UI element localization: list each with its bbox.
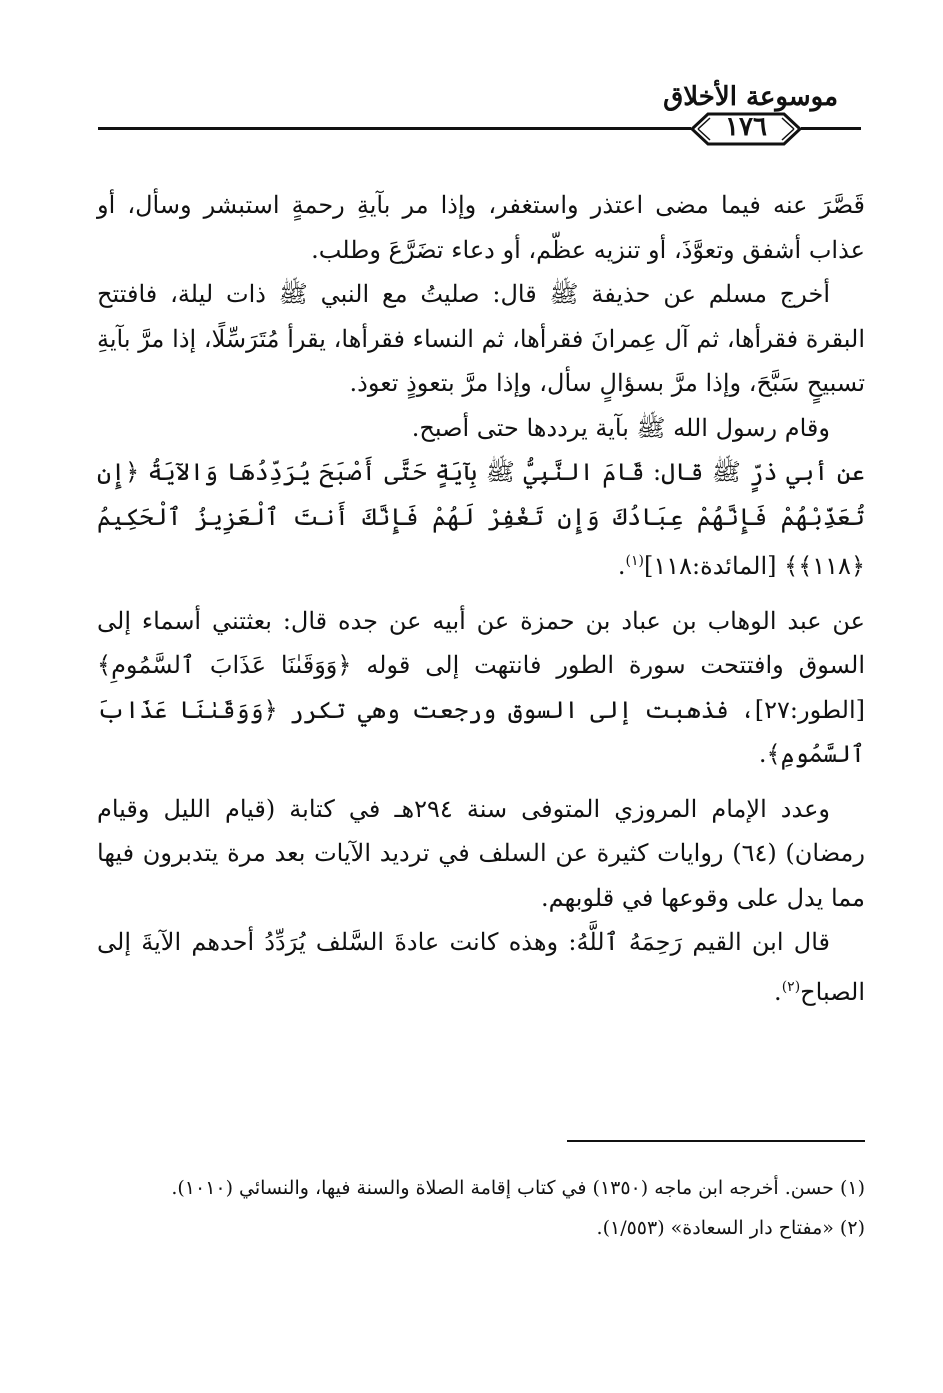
paragraph: وقام رسول الله ﷺ بآية يرددها حتى أصبح. xyxy=(411,413,830,442)
footnotes xyxy=(97,1170,865,1250)
running-title: موسوعة الأخلاق xyxy=(663,82,838,112)
paragraph-text: عن أبي ذرٍّ ﷺ قال: قَامَ النَّبِيُّ ﷺ بِآيَةٍ حَتَّى أَصْبَحَ يُرَدِّدُهَا وَالآيَةُ ﴿إِن تُعَذِّبْهُمْ فَإِنَّهُمْ عِبَادُكَ وَإِن تَغْفِرْ لَهُمْ فَإِنَّكَ أَنتَ ٱلْعَزِيزُ ٱلْحَكِيمُ ﴿١١٨﴾﴾ [المائدة:١١٨] xyxy=(97,458,865,580)
paragraph: أخرج مسلم عن حذيفة ﷺ قال: صليتُ مع النبي ﷺ ذات ليلة، فافتتح البقرة فقرأها، ثم آل عِمرانَ فقرأها، ثم النساء فقرأها، يقرأ مُتَرَسِّلًا، إذا مرَّ بآيةِ تسبيحٍ سَبَّحَ، وإذا مرَّ بسؤالٍ سأل، وإذا مرَّ بتعوذٍ تعوذ. xyxy=(97,280,865,397)
footnote-separator xyxy=(567,1140,865,1142)
footnote: (١) حسن. أخرجه ابن ماجه (١٣٥٠) في كتاب إقامة الصلاة والسنة فيها، والنسائي (١٠١٠). xyxy=(171,1177,865,1199)
paragraph: عن عبد الوهاب بن عباد بن حمزة عن أبيه عن جده قال: بعثتني أسماء إلى السوق وافتتحت سورة الطور فانتهت إلى قوله ﴿وَوَقَىٰنَا عَذَابَ ٱلسَّمُومِ﴾ [الطور:٢٧]، فذهبت إلى السوق ورجعت وهي تكرر ﴿وَوَقَىٰنَا عَذَابَ ٱلسَّمُومِ﴾. xyxy=(97,606,865,768)
header-rule xyxy=(801,127,861,130)
paragraph xyxy=(97,450,865,589)
paragraph xyxy=(97,920,865,1014)
paragraph-end: . xyxy=(617,552,626,580)
header-rule xyxy=(98,127,691,130)
paragraph: وعدد الإمام المروزي المتوفى سنة ٢٩٤هـ في كتابة (قيام الليل وقيام رمضان) (٦٤) روايات كثيرة عن السلف في ترديد الآيات بعد مرة يتدبرون فيها مما يدل على وقوعها في قلوبهم. xyxy=(97,794,865,912)
page-number-frame xyxy=(690,110,802,148)
footnote-ref: (١) xyxy=(625,553,644,569)
main-text xyxy=(97,183,865,1014)
footnote-ref: (٢) xyxy=(781,978,801,995)
page-number: ١٧٦ xyxy=(725,112,767,142)
footnote: (٢) «مفتاح دار السعادة» (١/٥٥٣). xyxy=(596,1217,865,1239)
paragraph-text: قال ابن القيم رَحِمَهُ ٱللَّهُ: وهذه كانت عادةَ السَّلف يُرَدِّدُ أحدهم الآيةَ إلى الصباح xyxy=(97,928,865,1006)
paragraph-end: . xyxy=(774,977,782,1006)
paragraph: قَصَّرَ عنه فيما مضى اعتذر واستغفر، وإذا مر بآيةِ رحمةٍ استبشر وسأل، أو عذاب أشفق وتعوَّذَ، أو تنزيه عظّم، أو دعاء تضَرَّعَ وطلب. xyxy=(97,191,865,264)
